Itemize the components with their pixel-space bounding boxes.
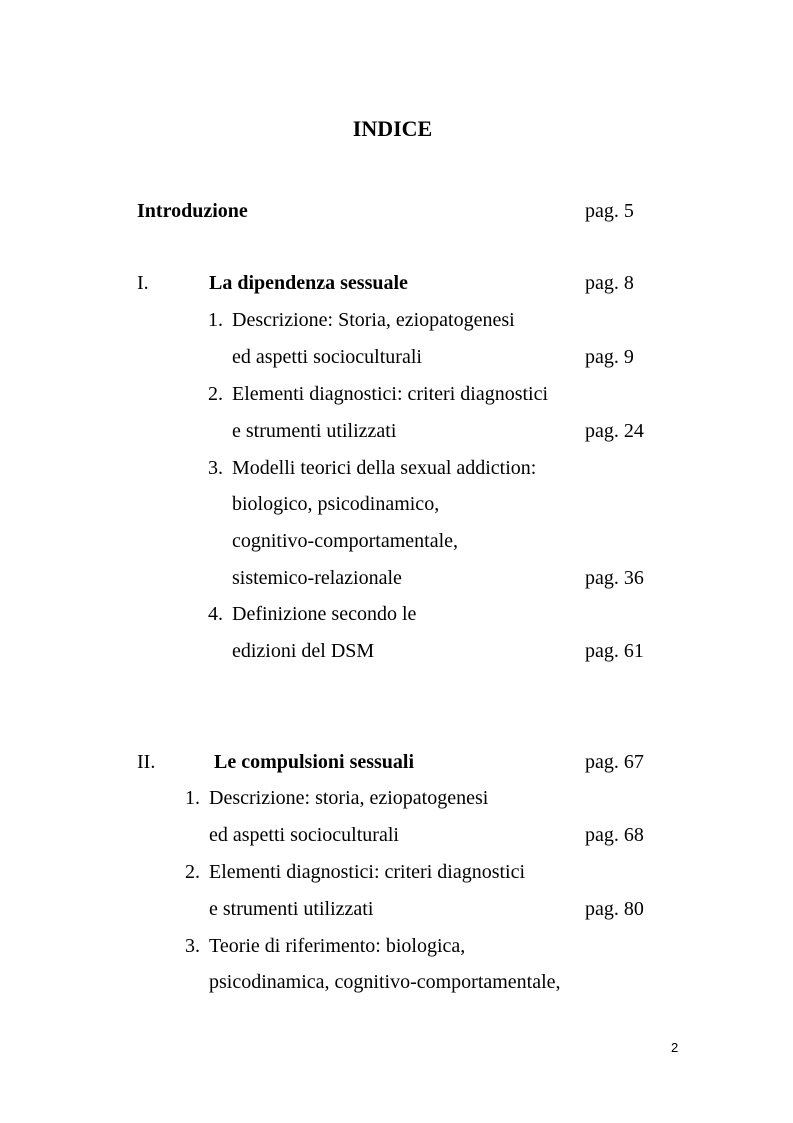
toc-item-page: pag. 68 [585, 824, 644, 846]
toc-item-line: ed aspetti socioculturali [232, 346, 422, 368]
toc-item-number: 3. [185, 935, 200, 957]
page-number: 2 [671, 1040, 679, 1055]
toc-item-number: 2. [208, 383, 223, 405]
toc-item-line: cognitivo-comportamentale, [232, 530, 459, 552]
toc-item-line: Elementi diagnostici: criteri diagnostici [209, 861, 526, 883]
toc-item-number: 4. [208, 603, 223, 625]
toc-item-line: sistemico-relazionale [232, 567, 402, 589]
toc-item-line: Definizione secondo le [232, 603, 417, 625]
toc-item-number: 3. [208, 457, 223, 479]
toc-item-page: pag. 61 [585, 640, 644, 662]
chapter-2-page: pag. 67 [585, 751, 644, 773]
toc-item-page: pag. 9 [585, 346, 634, 368]
toc-item-line: psicodinamica, cognitivo-comportamentale, [209, 971, 561, 993]
toc-item-page: pag. 80 [585, 898, 644, 920]
toc-item-line: Teorie di riferimento: biologica, [209, 935, 466, 957]
toc-item-number: 1. [185, 787, 200, 809]
chapter-1-page: pag. 8 [585, 272, 634, 294]
toc-item-line: edizioni del DSM [232, 640, 375, 662]
toc-item-line: e strumenti utilizzati [209, 898, 374, 920]
page-title: INDICE [352, 116, 433, 141]
toc-item-line: Elementi diagnostici: criteri diagnostici [232, 383, 549, 405]
toc-intro-label: Introduzione [137, 200, 248, 222]
toc-item-line: biologico, psicodinamico, [232, 493, 440, 515]
chapter-2-title: Le compulsioni sessuali [214, 751, 415, 773]
chapter-2-numeral: II. [137, 751, 156, 773]
toc-item-line: ed aspetti socioculturali [209, 824, 399, 846]
toc-item-page: pag. 24 [585, 420, 644, 442]
toc-item-page: pag. 36 [585, 567, 644, 589]
toc-item-line: Modelli teorici della sexual addiction: [232, 457, 537, 479]
toc-item-line: e strumenti utilizzati [232, 420, 397, 442]
toc-intro-page: pag. 5 [585, 200, 634, 222]
toc-item-number: 2. [185, 861, 200, 883]
chapter-1-numeral: I. [137, 272, 149, 294]
toc-item-line: Descrizione: Storia, eziopatogenesi [232, 309, 515, 331]
toc-item-line: Descrizione: storia, eziopatogenesi [209, 787, 489, 809]
chapter-1-title: La dipendenza sessuale [209, 272, 408, 294]
toc-item-number: 1. [208, 309, 223, 331]
